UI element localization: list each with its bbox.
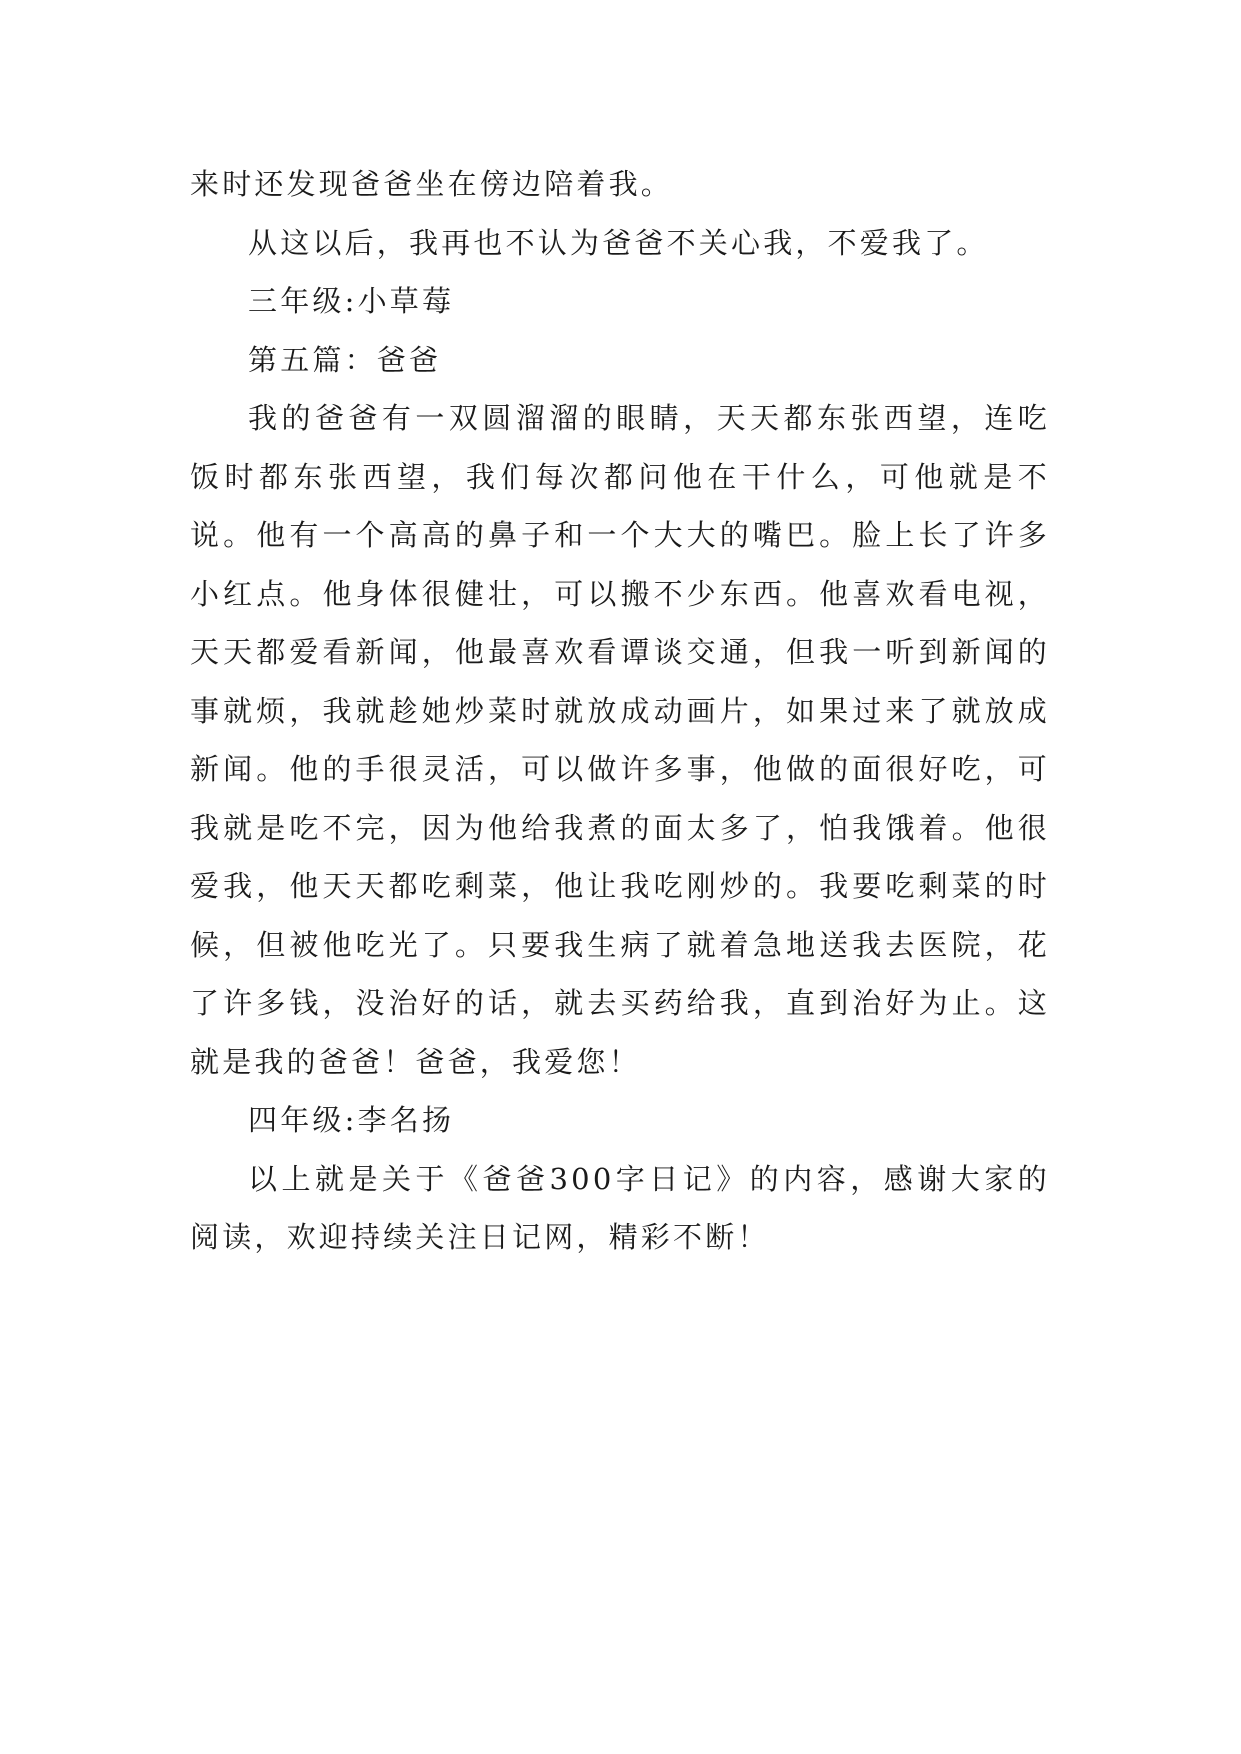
paragraph-closing-note: 以上就是关于《爸爸300字日记》的内容，感谢大家的阅读，欢迎持续关注日记网，精彩不断！: [190, 1161, 1050, 1254]
author-signature: 三年级:小草莓: [248, 284, 455, 318]
document-body: [190, 155, 1050, 1267]
paragraph-essay-body: 我的爸爸有一双圆溜溜的眼睛，天天都东张西望，连吃饭时都东张西望，我们每次都问他在干什么，可他就是不说。他有一个高高的鼻子和一个大大的嘴巴。脸上长了许多小红点。他身体很健壮，可以搬不少东西。他喜欢看电视，天天都爱看新闻，他最喜欢看谭谈交通，但我一听到新闻的事就烦，我就趁她炒菜时就放成动画片，如果过来了就放成新闻。他的手很灵活，可以做许多事，他做的面很好吃，可我就是吃不完，因为他给我煮的面太多了，怕我饿着。他很爱我，他天天都吃剩菜，他让我吃刚炒的。我要吃剩菜的时候，但被他吃光了。只要我生病了就着急地送我去医院，花了许多钱，没治好的话，就去买药给我，直到治好为止。这就是我的爸爸！爸爸，我爱您！: [190, 401, 1050, 1079]
author-signature: 四年级:李名扬: [248, 1103, 455, 1137]
paragraph-conclusion: 从这以后，我再也不认为爸爸不关心我，不爱我了。: [248, 225, 989, 260]
paragraph-continuation: 来时还发现爸爸坐在傍边陪着我。: [190, 167, 674, 201]
section-heading: 第五篇：爸爸: [248, 342, 442, 377]
